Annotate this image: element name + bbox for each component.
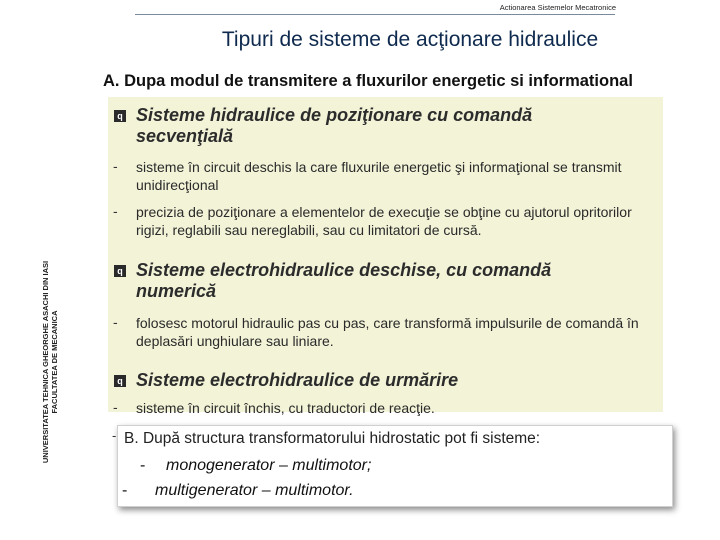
university-sidebar [38, 250, 62, 475]
section-heading: Sisteme hidraulice de poziţionare cu comandă secvenţială [136, 105, 533, 146]
checkbox-bullet-icon: q [114, 265, 126, 277]
section-heading: Sisteme electrohidraulice deschise, cu comandă numerică [136, 260, 552, 301]
checkbox-bullet-icon: q [114, 375, 126, 387]
bullet-text: precizia de poziţionare a elementelor de execuţie se obţine cu ajutorul opritorilor rigizi, reglabili sau nereglabili, sau cu limitatori de cursă. [136, 204, 632, 238]
bullet-text: sisteme în circuit deschis la care fluxurile energetic şi informaţional se transmit unidirecţional [136, 159, 622, 193]
content-panel [108, 97, 663, 416]
section-b-heading: B. După structura transformatorului hidrostatic pot fi sisteme: [124, 430, 541, 447]
section-heading: Sisteme electrohidraulice de urmărire [136, 370, 459, 390]
dash-bullet: - [113, 203, 118, 219]
dash-bullet: - [122, 482, 128, 499]
sidebar-university: UNIVERSITATEA TEHNICA GHEORGHE ASACHI DIN IASI [41, 260, 50, 464]
dash-bullet: - [112, 428, 117, 443]
dash-bullet: - [113, 399, 118, 415]
bullet-text: folosesc motorul hidraulic pas cu pas, care transformă impulsurile de comandă în deplasări unghiulare sau liniare. [136, 315, 639, 349]
running-header: Actionarea Sistemelor Mecatronice [499, 3, 616, 12]
slide-title: Tipuri de sisteme de acţionare hidraulice [221, 28, 599, 51]
dash-bullet: - [140, 457, 146, 474]
structure-item: monogenerator – multimotor; [166, 457, 372, 474]
section-b-box [117, 425, 673, 507]
sidebar-faculty: FACULTATEA DE MECANICA [50, 310, 59, 414]
bullet-text: sisteme în circuit închis, cu traductori de reacţie. [136, 400, 435, 416]
dash-bullet: - [113, 158, 118, 174]
sidebar-text [41, 261, 59, 463]
header-divider [135, 14, 615, 15]
section-a-heading: A. Dupa modul de transmitere a fluxurilor energetic si informational [103, 72, 633, 90]
checkbox-bullet-icon: q [114, 110, 126, 122]
structure-item: multigenerator – multimotor. [155, 482, 354, 499]
dash-bullet: - [113, 314, 118, 330]
